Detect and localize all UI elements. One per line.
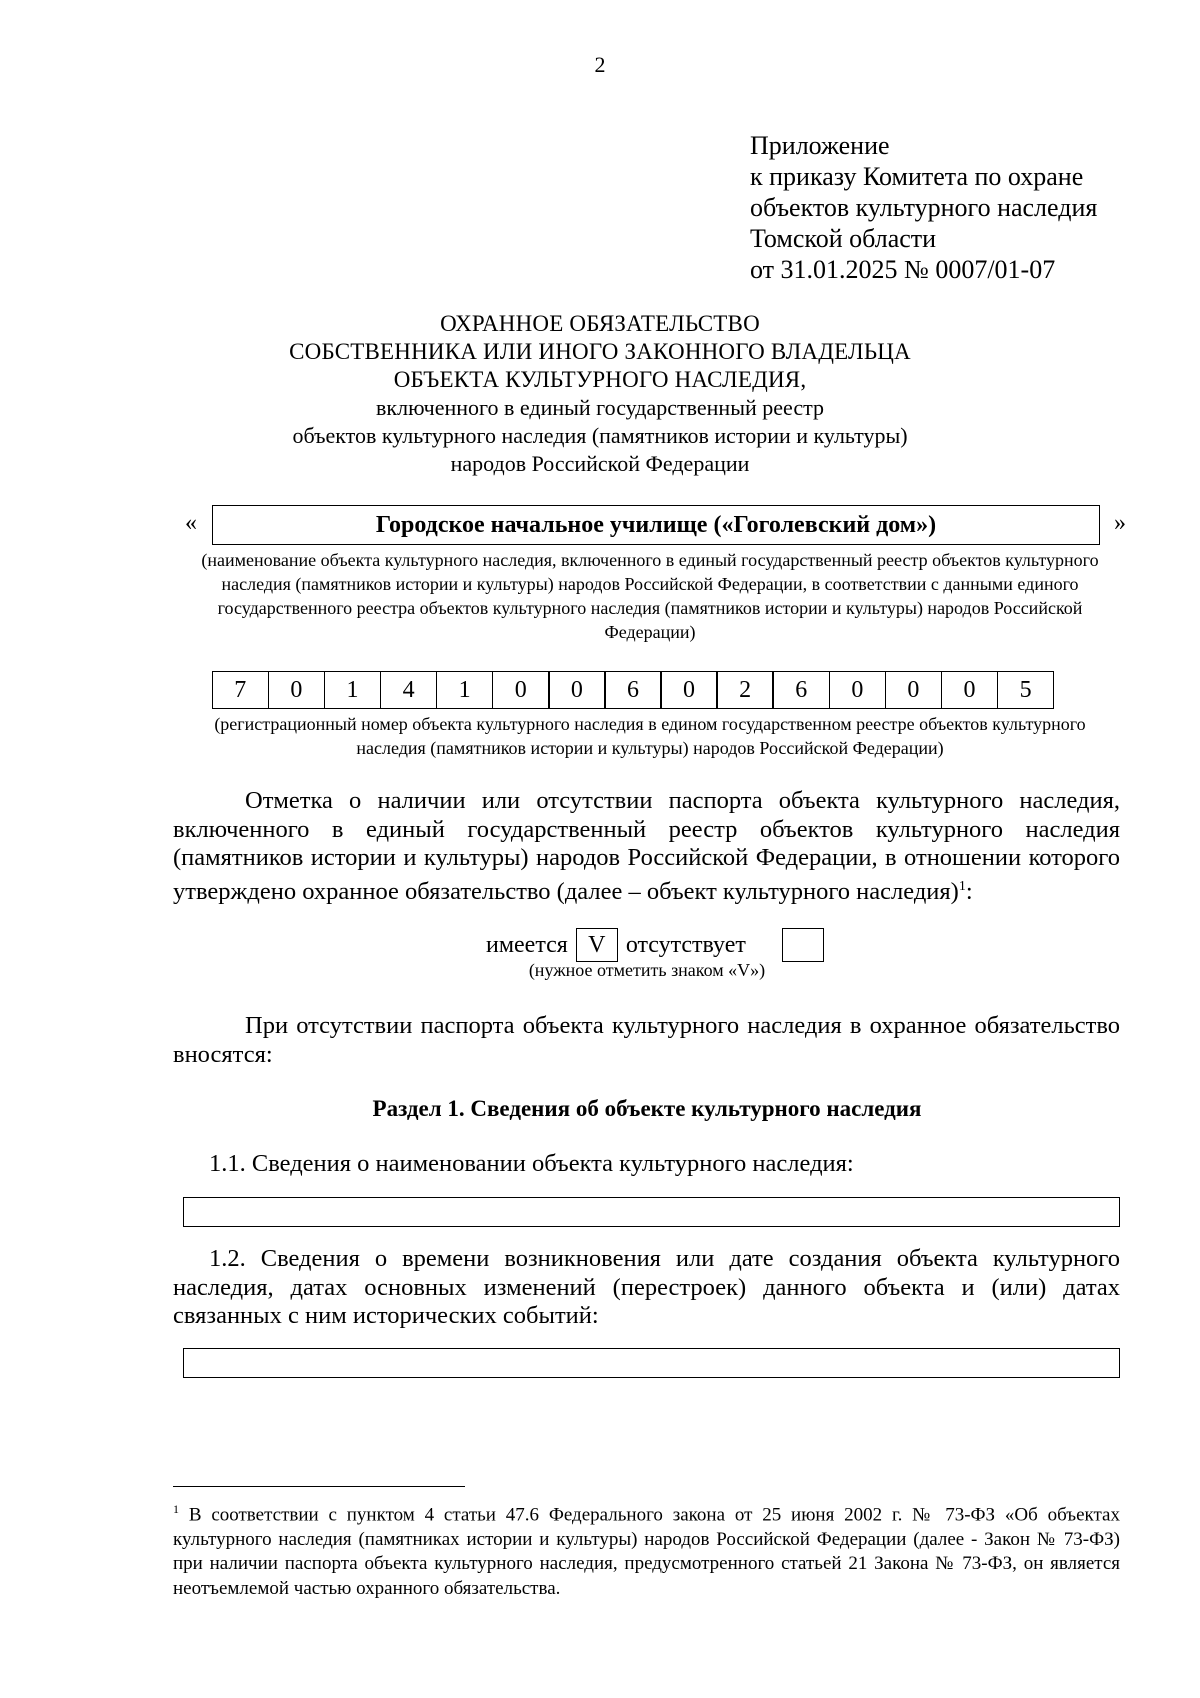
registration-digit-cell[interactable]: 0 <box>885 671 943 709</box>
footnote-mark: 1 <box>173 1502 179 1516</box>
object-name-note: (наименование объекта культурного наследия, включенного в единый государственный реестр объектов культурного наследия (памятников истории и культуры) народов Российской Федерации, в соответствии с данными единого государственного реестра объектов культурного наследия (памятников истории и культуры) народов Российской Федерации) <box>201 550 1099 642</box>
registration-digit-cell[interactable]: 5 <box>997 671 1055 709</box>
registration-number-grid <box>213 671 1054 709</box>
passport-paragraph <box>173 787 1120 906</box>
appendix-line: от 31.01.2025 № 0007/01-07 <box>750 255 1056 284</box>
mark-note: (нужное отметить знаком «V») <box>528 960 766 980</box>
registration-digit-cell[interactable]: 7 <box>212 671 270 709</box>
registration-digit-cell[interactable]: 0 <box>492 671 550 709</box>
passport-text-tail: : <box>965 877 973 905</box>
registration-digit-cell[interactable]: 1 <box>324 671 382 709</box>
present-checkbox[interactable]: V <box>576 928 618 962</box>
registration-digit-cell[interactable]: 0 <box>548 671 606 709</box>
appendix-line: объектов культурного наследия <box>750 193 1098 222</box>
item-1-1-field[interactable] <box>183 1197 1120 1227</box>
quote-close: » <box>1114 510 1126 536</box>
footnote-ref: 1 <box>958 878 966 894</box>
section-1-title: Раздел 1. Сведения об объекте культурного наследия <box>372 1096 922 1121</box>
title-line: ОБЪЕКТА КУЛЬТУРНОГО НАСЛЕДИЯ, <box>393 367 807 392</box>
title-line: ОХРАННОЕ ОБЯЗАТЕЛЬСТВО <box>440 311 760 336</box>
registration-digit-cell[interactable]: 6 <box>772 671 830 709</box>
object-name-field[interactable]: Городское начальное училище («Гоголевский дом») <box>212 505 1100 545</box>
title-line: объектов культурного наследия (памятников истории и культуры) <box>292 423 908 448</box>
registration-digit-cell[interactable]: 4 <box>380 671 438 709</box>
present-label: имеется <box>486 931 568 958</box>
registration-digit-cell[interactable]: 0 <box>941 671 999 709</box>
quote-open: « <box>185 510 197 536</box>
absent-checkbox[interactable] <box>782 928 824 962</box>
title-line: СОБСТВЕННИКА ИЛИ ИНОГО ЗАКОННОГО ВЛАДЕЛЬЦА <box>289 339 911 364</box>
footnote-divider <box>173 1486 465 1487</box>
registration-number-note: (регистрационный номер объекта культурного наследия в едином государственном реестре объектов культурного наследия (памятников истории и культуры) народов Российской Федерации) <box>214 714 1086 758</box>
registration-digit-cell[interactable]: 0 <box>829 671 887 709</box>
registration-digit-cell[interactable]: 6 <box>604 671 662 709</box>
appendix-line: к приказу Комитета по охране <box>750 162 1084 191</box>
title-line: включенного в единый государственный реестр <box>376 395 824 420</box>
absent-label: отсутствует <box>625 931 746 958</box>
item-1-2-label: 1.2. Сведения о времени возникновения или дате создания объекта культурного наследия, датах основных изменений (перестроек) данного объекта и (или) датах связанных с ним исторических событий: <box>173 1245 1120 1329</box>
appendix-line: Приложение <box>750 131 890 160</box>
item-1-1-label: 1.1. Сведения о наименовании объекта культурного наследия: <box>209 1150 854 1177</box>
title-line: народов Российской Федерации <box>450 451 750 476</box>
passport-presence-row <box>478 928 824 962</box>
registration-digit-cell[interactable]: 1 <box>436 671 494 709</box>
appendix-block <box>750 130 1097 285</box>
item-1-2-field[interactable] <box>183 1348 1120 1378</box>
footnote <box>173 1497 1120 1601</box>
passport-text: Отметка о наличии или отсутствии паспорта объекта культурного наследия, включенного в единый государственный реестр объектов культурного наследия (памятников истории и культуры) народов Российской Федерации, в отношении которого утверждено охранное обязательство (далее – объект культурного наследия) <box>173 787 1120 905</box>
registration-digit-cell[interactable]: 2 <box>716 671 774 709</box>
footnote-text: В соответствии с пунктом 4 статьи 47.6 Федерального закона от 25 июня 2002 г. № 73-ФЗ «Об объектах культурного наследия (памятниках истории и культуры) народов Российской Федерации (далее - Закон № 73-ФЗ) при наличии паспорта объекта культурного наследия, предусмотренного статьей 21 Закона № 73-ФЗ, он является неотъемлемой частью охранного обязательства. <box>173 1504 1120 1599</box>
absent-passport-paragraph: При отсутствии паспорта объекта культурного наследия в охранное обязательство вносятся: <box>173 1012 1120 1068</box>
registration-digit-cell[interactable]: 0 <box>268 671 326 709</box>
appendix-line: Томской области <box>750 224 937 253</box>
registration-digit-cell[interactable]: 0 <box>660 671 718 709</box>
document-title <box>0 310 1200 478</box>
page-number: 2 <box>594 52 606 77</box>
